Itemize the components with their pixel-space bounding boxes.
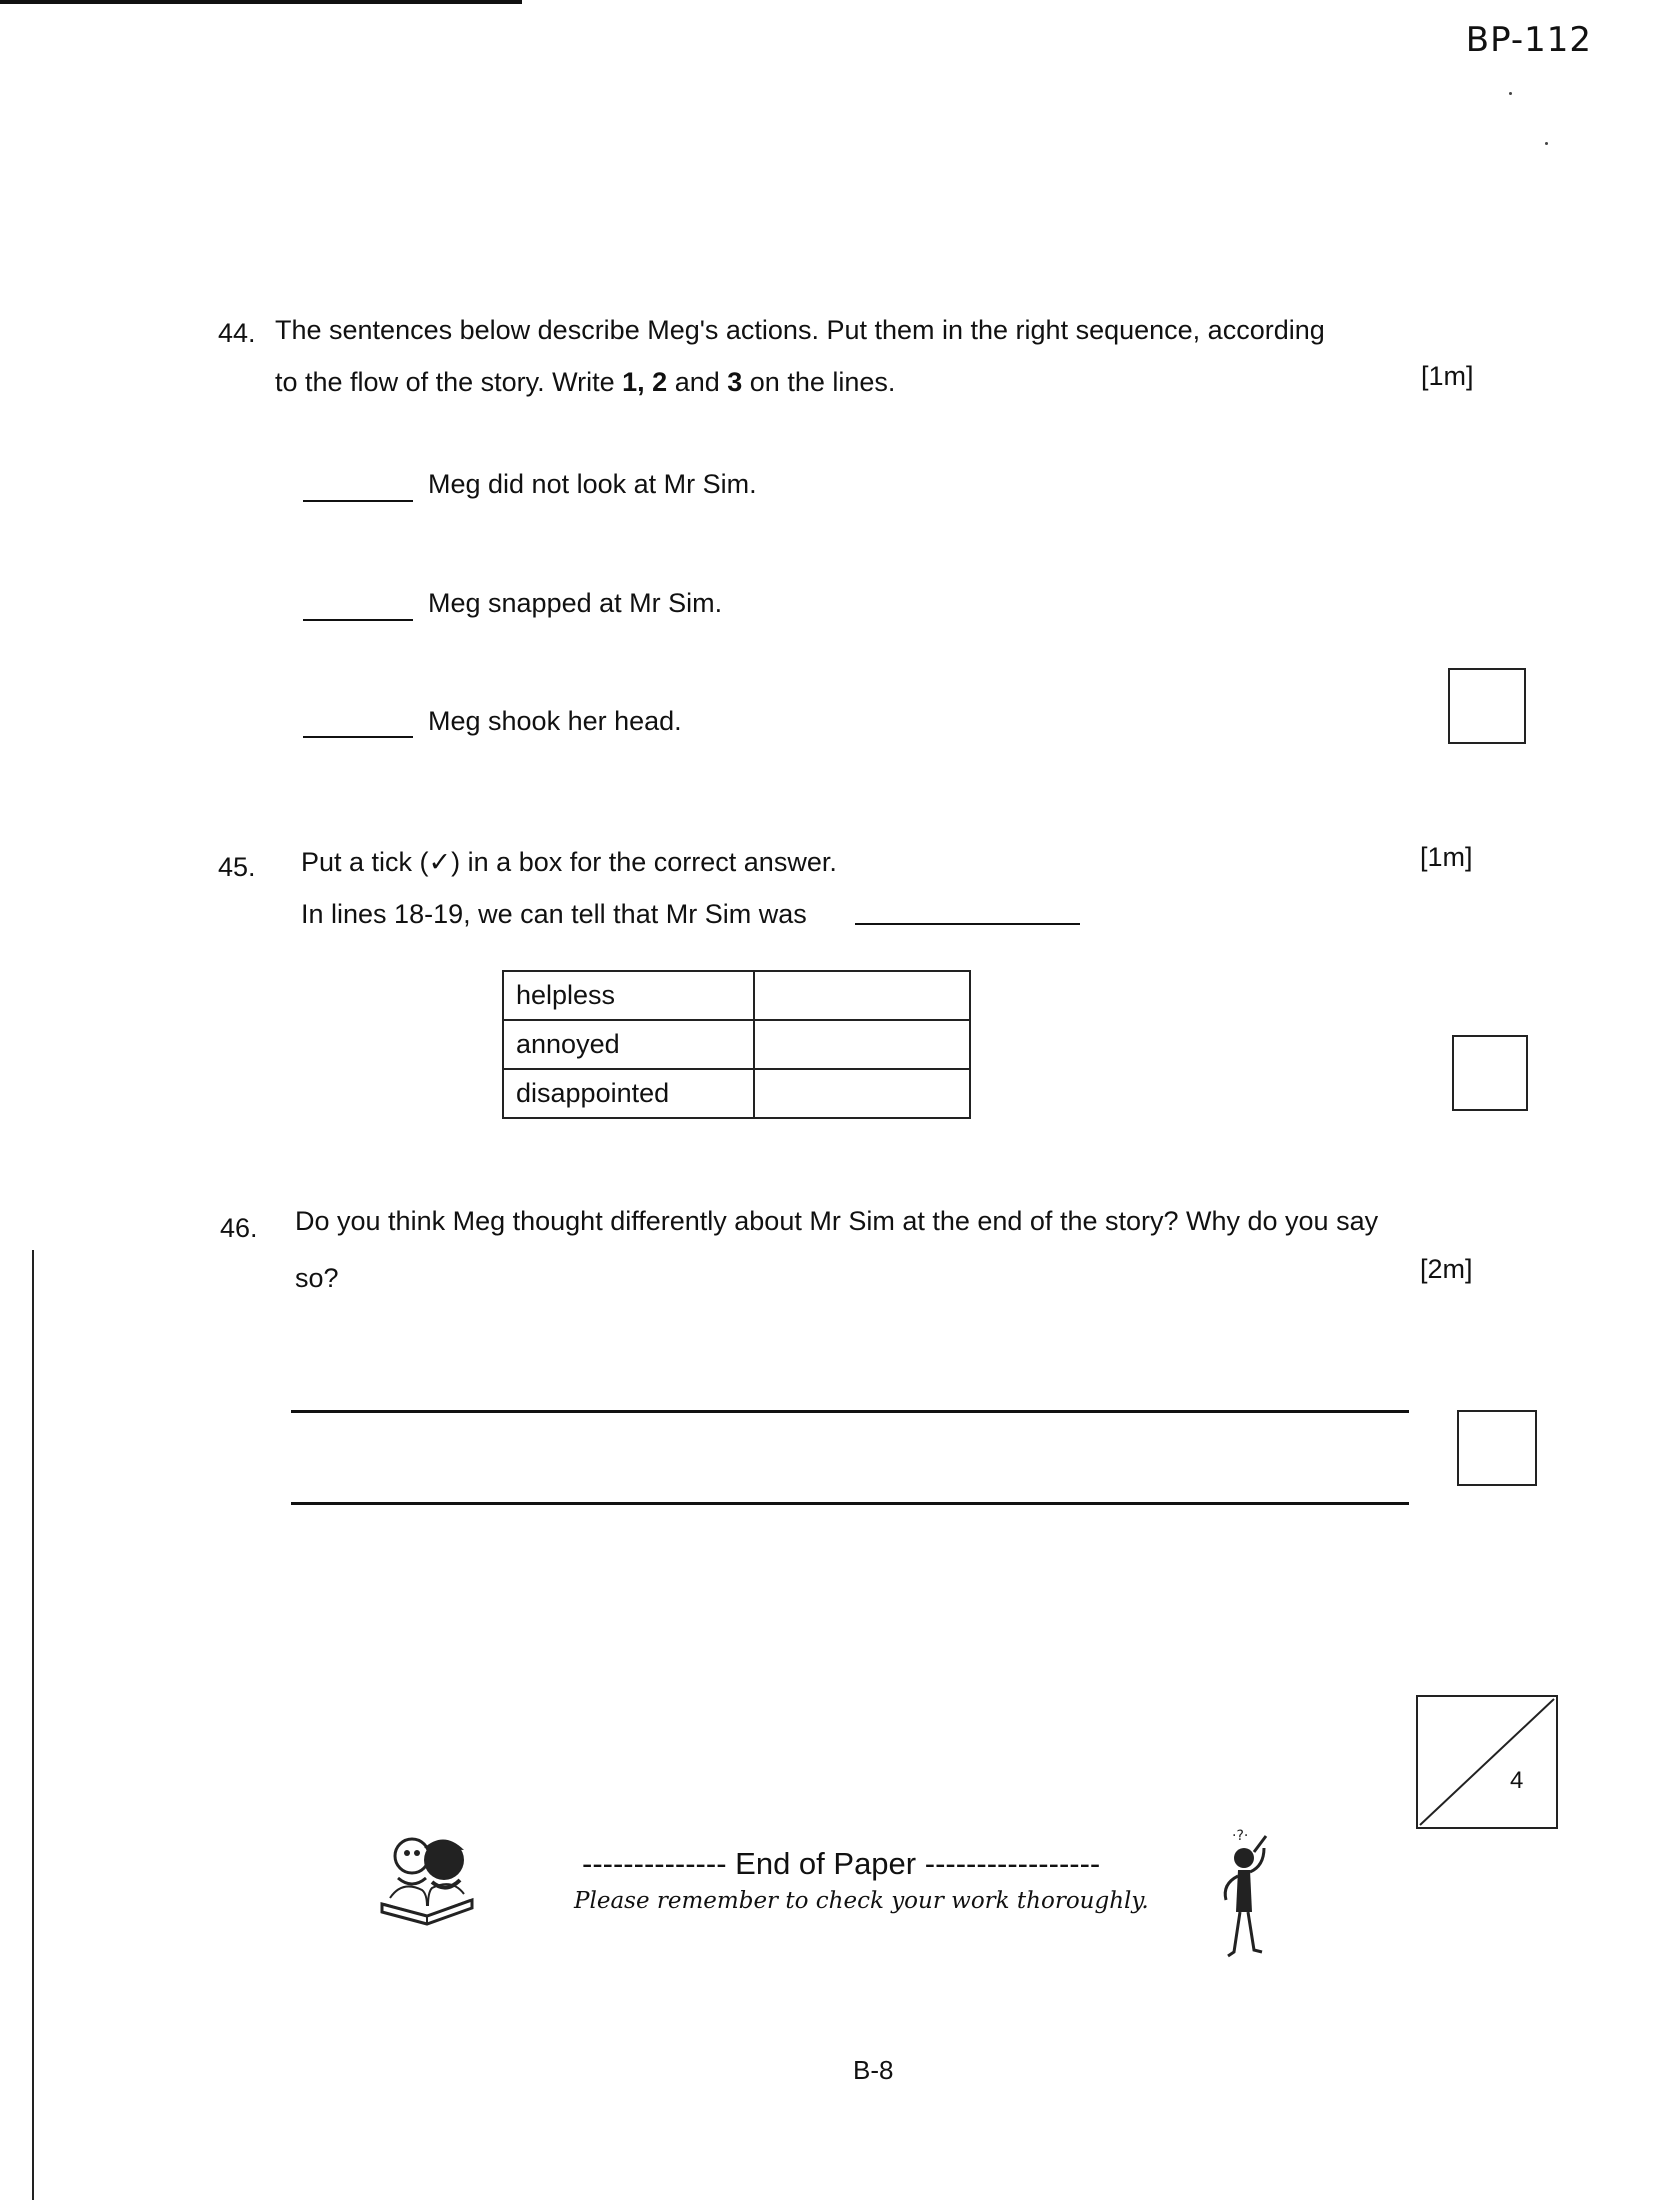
q45-option-row: [503, 1069, 970, 1118]
q44-score-box: [1448, 668, 1526, 744]
q45-options-table: [502, 970, 971, 1119]
scan-speck: [1509, 92, 1512, 95]
left-margin-rule: [32, 1250, 34, 2200]
page-code: BP-112: [1465, 20, 1592, 60]
q44-answer-blank-2[interactable]: [303, 619, 413, 621]
q44-item-1: Meg did not look at Mr Sim.: [428, 469, 757, 499]
q46-score-box: [1457, 1410, 1537, 1486]
q45-option-label: helpless: [503, 971, 754, 1020]
footer-reminder-note: Please remember to check your work thoroughly.: [574, 1888, 1149, 1914]
q46-answer-line-1[interactable]: [291, 1410, 1409, 1413]
q44-text-bold: 1, 2: [622, 367, 668, 397]
total-box-diagonal: [1418, 1697, 1556, 1827]
q45-prompt: In lines 18-19, we can tell that Mr Sim was: [301, 899, 807, 929]
end-of-paper-label: End of Paper: [735, 1846, 917, 1881]
q44-item-3: Meg shook her head.: [428, 706, 682, 736]
footer-dashes: --------------: [582, 1846, 727, 1881]
q45-instruction: Put a tick (✓) in a box for the correct answer.: [301, 847, 837, 877]
q44-text-line2: [275, 366, 895, 398]
q46-answer-line-2[interactable]: [291, 1502, 1409, 1505]
q45-tick-box[interactable]: [754, 971, 970, 1020]
q45-number: 45.: [218, 852, 256, 882]
scan-speck: [1545, 142, 1548, 145]
q46-marks: [2m]: [1420, 1254, 1473, 1284]
q45-score-box: [1452, 1035, 1528, 1111]
q45-option-row: [503, 971, 970, 1020]
reading-children-icon: [372, 1820, 482, 1930]
q46-text-line1: Do you think Meg thought differently about Mr Sim at the end of the story? Why do you say: [295, 1206, 1379, 1236]
q44-text-bold: 3: [727, 367, 743, 397]
total-marks-box: [1416, 1695, 1558, 1829]
q44-answer-blank-3[interactable]: [303, 736, 413, 738]
q44-text-part: on the lines.: [742, 367, 896, 397]
q46-number: 46.: [220, 1213, 258, 1243]
q44-marks: [1m]: [1421, 361, 1474, 391]
q44-number: 44.: [218, 318, 256, 348]
total-max-marks: 4: [1510, 1767, 1524, 1794]
footer-title-line: [582, 1846, 1100, 1882]
top-rule: [0, 0, 522, 4]
q44-text-line1: The sentences below describe Meg's actions. Put them in the right sequence, according: [275, 315, 1325, 345]
q44-answer-blank-1[interactable]: [303, 500, 413, 502]
q45-tick-box[interactable]: [754, 1020, 970, 1069]
q44-item-2: Meg snapped at Mr Sim.: [428, 588, 723, 618]
q46-text-line2: so?: [295, 1263, 339, 1293]
footer-dashes: -----------------: [924, 1846, 1101, 1881]
q45-option-row: [503, 1020, 970, 1069]
thinking-figure-icon: [1212, 1826, 1282, 1966]
q45-tick-box[interactable]: [754, 1069, 970, 1118]
page-number: B-8: [853, 2055, 894, 2085]
q45-marks: [1m]: [1420, 842, 1473, 872]
q45-answer-blank[interactable]: [855, 923, 1080, 925]
svg-text:·?·: ·?·: [1232, 1828, 1249, 1844]
q44-text-part: and: [667, 367, 728, 397]
q45-option-label: disappointed: [503, 1069, 754, 1118]
q45-option-label: annoyed: [503, 1020, 754, 1069]
q44-text-part: to the flow of the story. Write: [275, 367, 623, 397]
